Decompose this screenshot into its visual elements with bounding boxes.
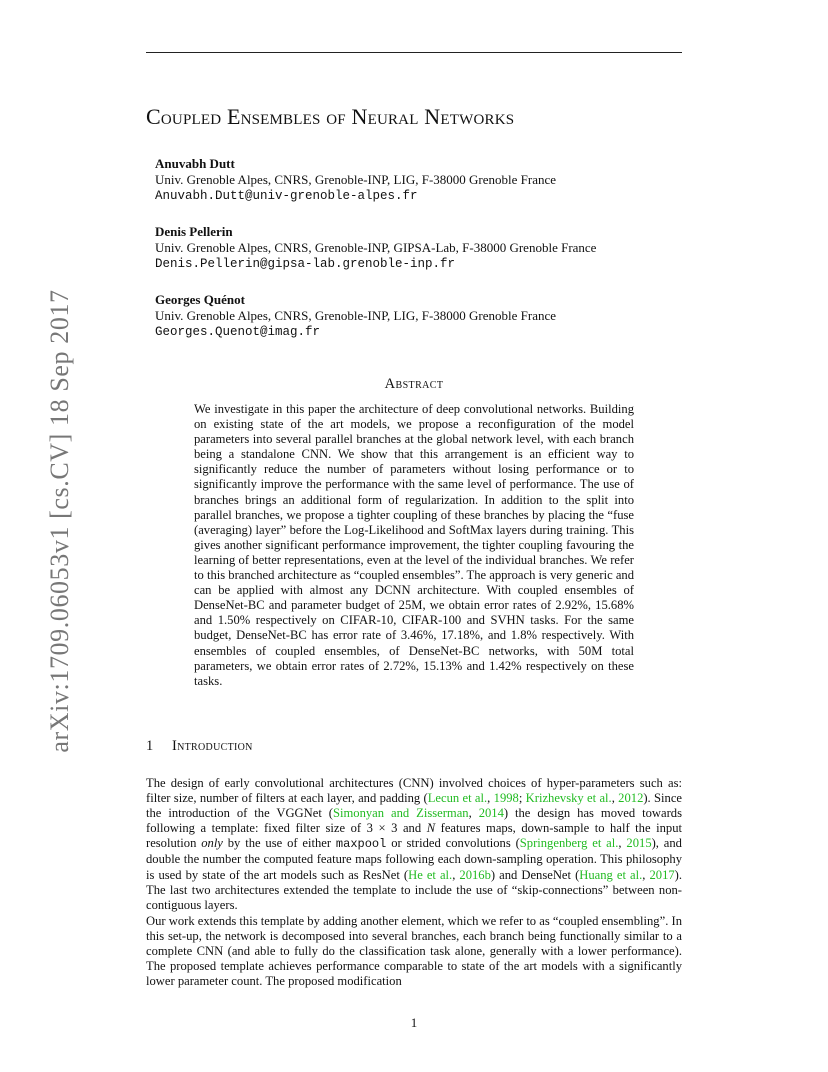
author-block-1 xyxy=(155,156,715,204)
text-run: ), and double the number the computed feature maps following each down-sampling operation. This philosophy is used by state of the art models such as ResNet ( xyxy=(146,836,682,882)
author-email[interactable]: Denis.Pellerin@gipsa-lab.grenoble-inp.fr xyxy=(155,257,456,271)
author-name: Denis Pellerin xyxy=(155,224,233,239)
abstract-body: We investigate in this paper the architecture of deep convolutional networks. Building on existing state of the art models, we propose a reconfiguration of the model parameters into several parallel branches at the global network level, with each branch being a standalone CNN. We show that this arrangement is an efficient way to significantly reduce the number of parameters without losing performance or to significantly improve the performance with the same level of performance. The use of branches brings an additional form of regularization. In addition to the split into parallel branches, we propose a tighter coupling of these branches by placing the “fuse (averaging) layer” before the Log-Likelihood and SoftMax layers during training. This gives another significant performance improvement, the tighter coupling favouring the learning of better representations, even at the level of the individual branches. We refer to this branched architecture as “coupled ensembles”. The approach is very generic and can be applied with almost any DCNN architecture. With coupled ensembles of DenseNet-BC and parameter budget of 25M, we obtain error rates of 2.92%, 15.68% and 1.50% respectively on CIFAR-10, CIFAR-100 and SVHN tasks. For the same budget, DenseNet-BC has error rate of 3.46%, 17.18%, and 1.8% respectively. With ensembles of coupled ensembles, of DenseNet-BC networks, with 50M total parameters, we obtain error rates of 2.72%, 15.13% and 1.42% respectively on these tasks. xyxy=(194,402,635,688)
text-run: or strided convolutions ( xyxy=(386,836,520,851)
math-expression: 3 × 3 xyxy=(366,821,398,836)
citation-link[interactable]: Springenberg et al. xyxy=(519,836,619,851)
text-run: , xyxy=(468,806,479,821)
citation-link[interactable]: 2017 xyxy=(649,867,675,882)
emphasis: only xyxy=(201,836,223,851)
section-number: 1 xyxy=(146,738,154,754)
text-run: ). The last two architectures extended the template to include the use of “skip-connections” between non-contiguous layers. xyxy=(146,867,682,912)
text-run: , xyxy=(487,791,494,806)
citation-link[interactable]: Huang et al. xyxy=(579,867,643,882)
text-run: by the use of either xyxy=(222,836,336,851)
intro-paragraph-1 xyxy=(146,776,682,913)
author-block-2 xyxy=(155,224,715,272)
intro-paragraph-2: Our work extends this template by adding another element, which we refer to as “coupled ensembling”. In this set-up, the network is decomposed into several branches, each branch being functionally similar to a complete CNN (and able to fully do the classification task alone, generally with a lower performance). The proposed template achieves performance comparable to state of the art models with a significantly lower parameter count. The proposed modification xyxy=(146,914,682,989)
text-run: , xyxy=(611,791,619,806)
page-number: 1 xyxy=(410,1015,418,1030)
paper-title-text: Coupled Ensembles of Neural Networks xyxy=(146,104,515,129)
text-run: ; xyxy=(518,791,526,806)
code-term: maxpool xyxy=(335,837,387,852)
text-run: , xyxy=(452,867,460,882)
arxiv-stamp-text: arXiv:1709.06053v1 [cs.CV] 18 Sep 2017 xyxy=(45,289,74,753)
author-name: Anuvabh Dutt xyxy=(155,156,235,171)
text-run: and xyxy=(397,821,427,836)
title-rule xyxy=(146,52,682,53)
citation-link[interactable]: Krizhevsky et al. xyxy=(525,791,612,806)
citation-link[interactable]: 2014 xyxy=(478,806,504,821)
text-run: ) the design has moved towards following a template: fixed filter size of xyxy=(146,806,682,836)
text-run: ) and DenseNet ( xyxy=(490,867,580,882)
author-affiliation: Univ. Grenoble Alpes, CNRS, Grenoble-INP, LIG, F-38000 Grenoble France xyxy=(155,172,557,187)
text-run: ). Since the introduction of the VGGNet ( xyxy=(146,791,683,821)
text-run: , xyxy=(642,867,650,882)
text-run: features maps, down-sample to half the input resolution xyxy=(146,821,682,851)
text-run: The design of early convolutional architectures (CNN) involved choices of hyper-parameters such as: filter size, number of filters at each layer, and padding ( xyxy=(146,776,682,806)
author-block-3 xyxy=(155,292,715,340)
author-name: Georges Quénot xyxy=(155,292,245,307)
author-email[interactable]: Anuvabh.Dutt@univ-grenoble-alpes.fr xyxy=(155,189,418,203)
author-affiliation: Univ. Grenoble Alpes, CNRS, Grenoble-INP, GIPSA-Lab, F-38000 Grenoble France xyxy=(155,240,597,255)
math-variable: N xyxy=(426,821,436,836)
abstract-heading: Abstract xyxy=(384,376,444,392)
arxiv-stamp xyxy=(16,285,74,757)
author-affiliation: Univ. Grenoble Alpes, CNRS, Grenoble-INP, LIG, F-38000 Grenoble France xyxy=(155,308,557,323)
citation-link[interactable]: 1998 xyxy=(493,791,519,806)
paper-title xyxy=(146,104,706,130)
citation-link[interactable]: 2015 xyxy=(626,836,652,851)
citation-link[interactable]: Simonyan and Zisserman xyxy=(332,806,469,821)
citation-link[interactable]: 2012 xyxy=(618,791,644,806)
author-email[interactable]: Georges.Quenot@imag.fr xyxy=(155,325,321,339)
citation-link[interactable]: Lecun et al. xyxy=(427,791,488,806)
section-heading xyxy=(146,738,253,755)
citation-link[interactable]: He et al. xyxy=(408,867,453,882)
text-run: , xyxy=(618,836,627,851)
citation-link[interactable]: 2016b xyxy=(459,867,491,882)
section-title: Introduction xyxy=(172,738,253,754)
